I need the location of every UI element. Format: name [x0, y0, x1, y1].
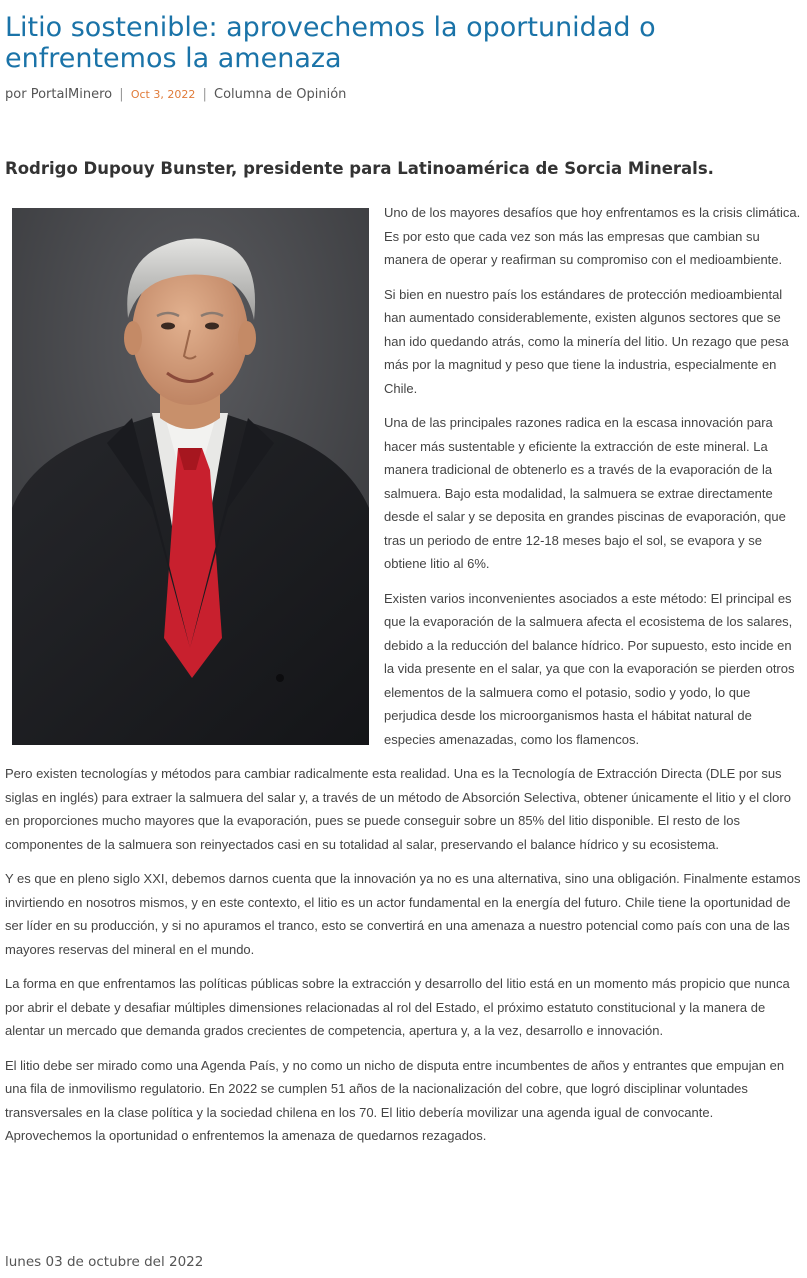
article-body	[5, 201, 802, 1159]
article-paragraph: Una de las principales razones radica en la escasa innovación para hacer más sustentable y eficiente la extracción de este mineral. La manera tradicional de obtenerlo es a través de la evaporación de la salmuera. Bajo esta modalidad, la salmuera se extrae directamente desde el salar y se deposita en grandes piscinas de evaporación, que tras un periodo de entre 12-18 meses bajo el sol, se evapora y se obtiene litio al 6%.	[384, 415, 786, 571]
article-subtitle: Rodrigo Dupouy Bunster, presidente para Latinoamérica de Sorcia Minerals.	[5, 159, 714, 178]
article-paragraph: El litio debe ser mirado como una Agenda País, y no como un nicho de disputa entre incumbentes de años y entrantes que empujan en una fila de inmovilismo regulatorio. En 2022 se cumplen 51 años de la nacionalización del cobre, que logró disciplinar voluntades transversales en la clase política y la sociedad chilena en los 70. El litio debería movilizar una agenda igual de convocante. Aprovechemos la oportunidad o enfrentemos la amenaza de quedarnos rezagados.	[5, 1057, 785, 1143]
author-link[interactable]: PortalMinero	[30, 87, 113, 102]
article-paragraph: Uno de los mayores desafíos que hoy enfrentamos es la crisis climática. Es por esto que cada vez son más las empresas que cambian su manera de operar y reafirman su compromiso con el medioambiente.	[384, 205, 801, 267]
article-paragraph: Existen varios inconvenientes asociados a este método: El principal es que la evaporación de la salmuera afecta el ecosistema de los salares, debido a la reducción del balance hídrico. Por supuesto, esto incide en la vida presente en el salar, ya que con la evaporación se pierden otros elementos de la salmuera como el potasio, sodio y yodo, lo que perjudica desde los microorganismos hasta el hábitat natural de especies amenazadas, como los flamencos.	[384, 590, 795, 747]
article-paragraph: Pero existen tecnologías y métodos para cambiar radicalmente esta realidad. Una es la Tecnología de Extracción Directa (DLE por sus siglas en inglés) para extraer la salmuera del salar y, a través de un método de Absorción Selectiva, obtener únicamente el litio y el cloro en proporciones mucho mayores que la evaporación, pues se puede conseguir sobre un 85% del litio disponible. El resto de los componentes de la salmuera son reinyectados casi en su totalidad al salar, preservando el balance hídrico y su ecosistema.	[5, 766, 791, 852]
category-link[interactable]: Columna de Opinión	[214, 87, 347, 102]
publish-date: Oct 3, 2022	[130, 88, 196, 101]
article-meta	[5, 86, 346, 104]
meta-separator: |	[202, 87, 207, 102]
meta-separator: |	[119, 87, 124, 102]
article-paragraph: La forma en que enfrentamos las políticas públicas sobre la extracción y desarrollo del litio está en un momento más propicio que nunca por abrir el debate y desafiar múltiples dimensiones relacionadas al rol del Estado, el próximo estatuto constitucional y la manera de alentar un mercado que demanda grados crecientes de competencia, apertura y, a la vez, desarrollo e innovación.	[5, 976, 790, 1038]
article-paragraph: Si bien en nuestro país los estándares de protección medioambiental han aumentado considerablemente, existen algunos sectores que se han ido quedando atrás, como la minería del litio. Un rezago que pesa más por la magnitud y peso que tiene la industria, especialmente en Chile.	[384, 286, 789, 396]
portrait-photo	[12, 208, 369, 745]
author-portrait	[12, 208, 369, 745]
footer-date: lunes 03 de octubre del 2022	[5, 1254, 204, 1270]
article-title: Litio sostenible: aprovechemos la oportunidad o enfrentemos la amenaza	[5, 12, 656, 74]
author-prefix: por	[5, 87, 27, 102]
article-paragraph: Y es que en pleno siglo XXI, debemos darnos cuenta que la innovación ya no es una alternativa, sino una obligación. Finalmente estamos invirtiendo en nosotros mismos, y en este contexto, el litio es un actor fundamental en la energía del futuro. Chile tiene la oportunidad de ser líder en su producción, y si no apuramos el tranco, esto se convertirá en una amenaza a nuestro potencial como país con una de las mayores reservas del mineral en el mundo.	[5, 871, 801, 957]
